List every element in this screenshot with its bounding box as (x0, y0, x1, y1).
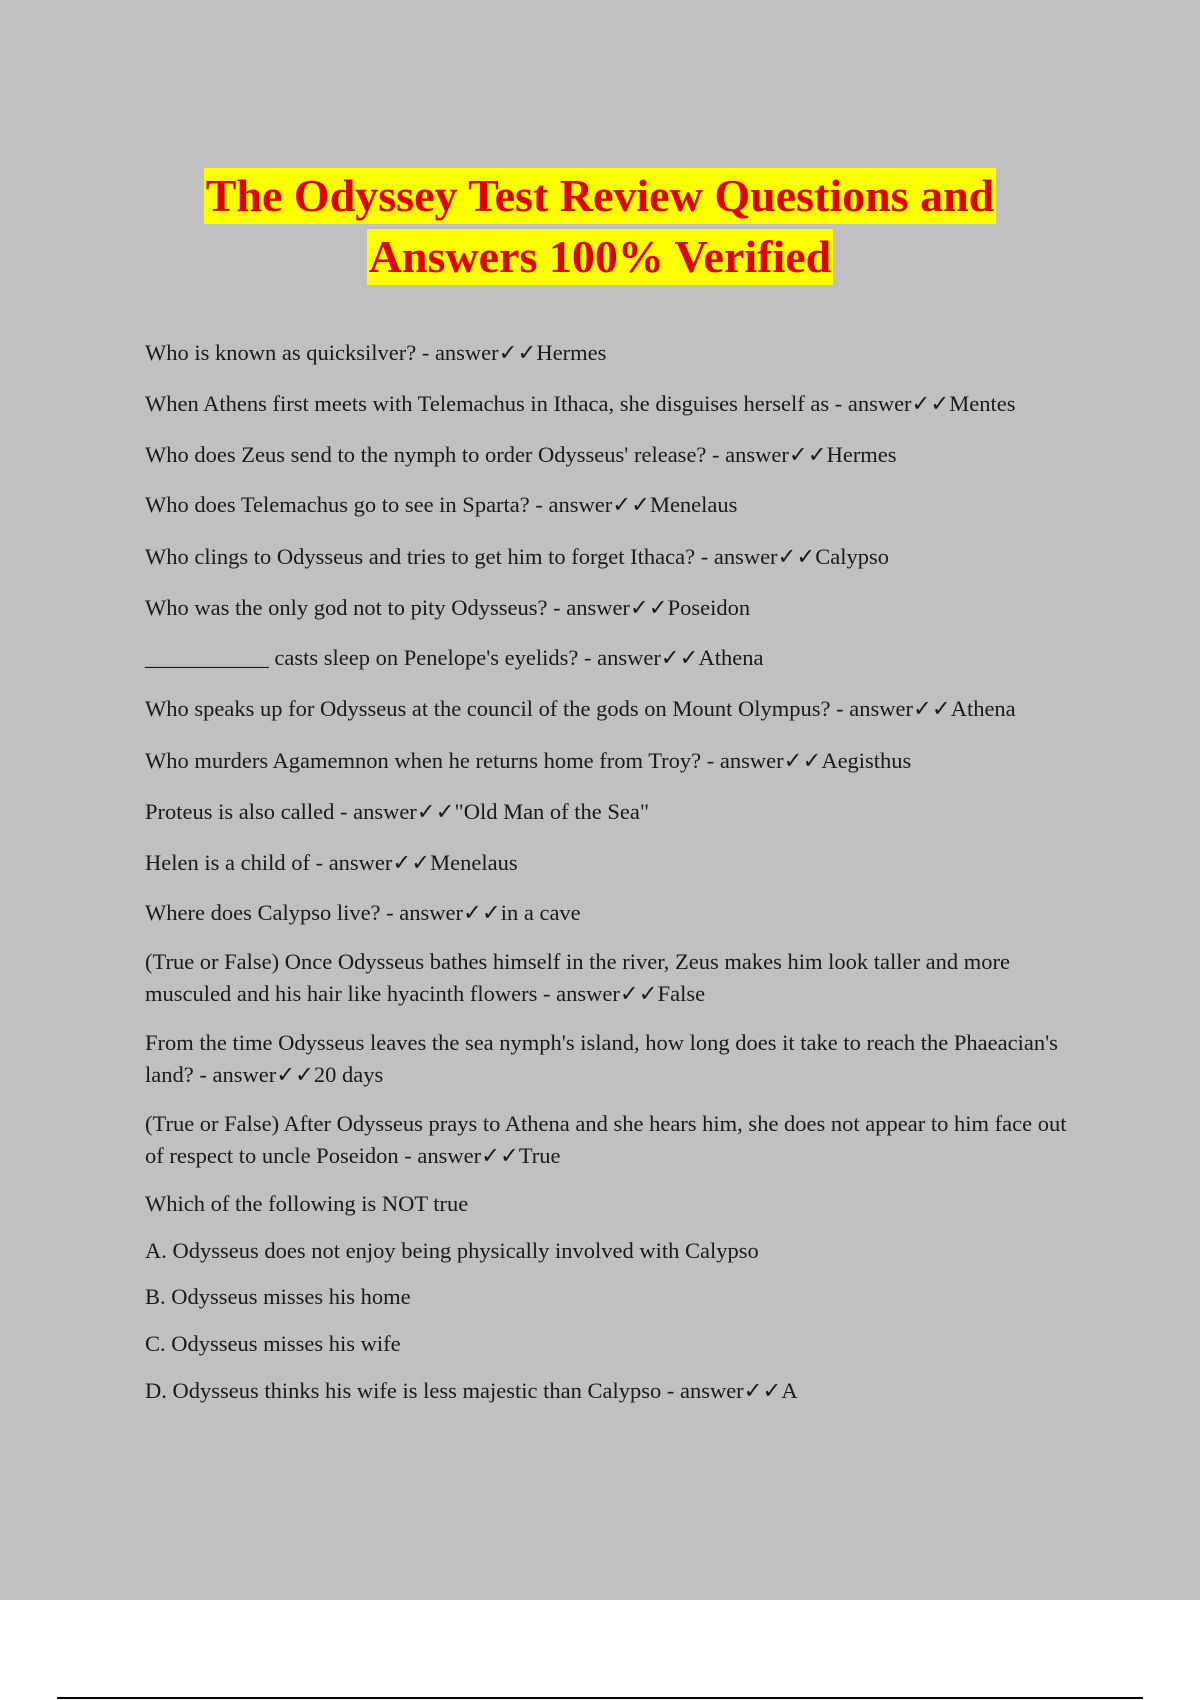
qa-item: Which of the following is NOT true (145, 1191, 469, 1216)
qa-item: Who is known as quicksilver? - answer✓✓Hermes (145, 340, 607, 365)
qa-item: Who murders Agamemnon when he returns home from Troy? - answer✓✓Aegisthus (145, 748, 912, 773)
qa-item: (True or False) After Odysseus prays to Athena and she hears him, she does not appear to him face out of respect to uncle Poseidon - answer✓✓True (145, 1111, 1067, 1168)
qa-item: Who clings to Odysseus and tries to get him to forget Ithaca? - answer✓✓Calypso (145, 544, 890, 569)
qa-item: Helen is a child of - answer✓✓Menelaus (145, 850, 518, 875)
footer-divider (57, 1697, 1143, 1699)
qa-item: Who speaks up for Odysseus at the council of the gods on Mount Olympus? - answer✓✓Athena (145, 696, 1016, 721)
qa-item: Who was the only god not to pity Odysseus? - answer✓✓Poseidon (145, 595, 751, 620)
qa-option: A. Odysseus does not enjoy being physically involved with Calypso (145, 1238, 759, 1263)
qa-option: B. Odysseus misses his home (145, 1284, 411, 1309)
qa-item: From the time Odysseus leaves the sea nymph's island, how long does it take to reach the Phaeacian's land? - answer✓✓20 days (145, 1030, 1058, 1087)
qa-item: Proteus is also called - answer✓✓"Old Man of the Sea" (145, 799, 650, 824)
qa-item: Where does Calypso live? - answer✓✓in a cave (145, 900, 581, 925)
qa-item: (True or False) Once Odysseus bathes himself in the river, Zeus makes him look taller and more musculed and his hair like hyacinth flowers - answer✓✓False (145, 949, 1010, 1006)
qa-option: D. Odysseus thinks his wife is less majestic than Calypso - answer✓✓A (145, 1378, 798, 1403)
qa-item: Who does Zeus send to the nymph to order Odysseus' release? - answer✓✓Hermes (145, 442, 897, 467)
title-line-1: The Odyssey Test Review Questions and (204, 168, 997, 224)
qa-item: ___________ casts sleep on Penelope's eyelids? - answer✓✓Athena (145, 645, 764, 670)
document-title (0, 168, 1200, 290)
qa-item: When Athens first meets with Telemachus in Ithaca, she disguises herself as - answer✓✓Mentes (145, 391, 1016, 416)
qa-item: Who does Telemachus go to see in Sparta? - answer✓✓Menelaus (145, 492, 738, 517)
title-line-2: Answers 100% Verified (367, 229, 834, 285)
qa-option: C. Odysseus misses his wife (145, 1331, 401, 1356)
